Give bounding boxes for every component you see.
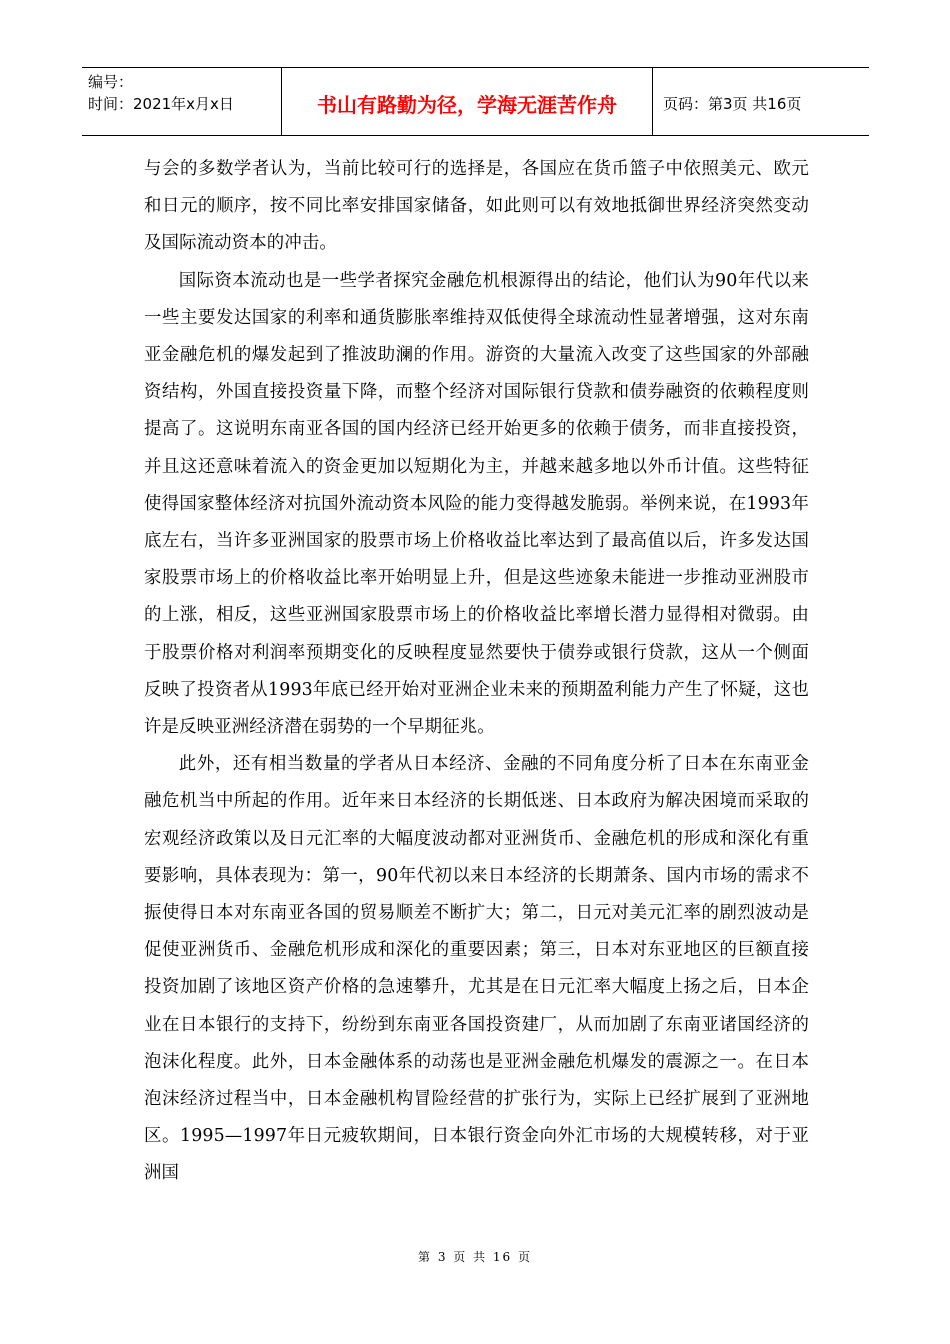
document-date-label: 时间：2021年x月x日 xyxy=(88,95,234,113)
header-meta xyxy=(82,68,282,135)
paragraph: 国际资本流动也是一些学者探究金融危机根源得出的结论，他们认为90年代以来一些主要发达国家的利率和通货膨胀率维持双低使得全球流动性显著增强，这对东南亚金融危机的爆发起到了推波助澜的作用。游资的大量流入改变了这些国家的外部融资结构，外国直接投资量下降，而整个经济对国际银行贷款和债券融资的依赖程度则提高了。这说明东南亚各国的国内经济已经开始更多的依赖于债务，而非直接投资，并且这还意味着流入的资金更加以短期化为主，并越来越多地以外币计值。这些特征使得国家整体经济对抗国外流动资本风险的能力变得越发脆弱。举例来说，在1993年底左右，当许多亚洲国家的股票市场上价格收益比率达到了最高值以后，许多发达国家股票市场上的价格收益比率开始明显上升，但是这些迹象未能进一步推动亚洲股市的上涨，相反，这些亚洲国家股票市场上的价格收益比率增长潜力显得相对微弱。由于股票价格对利润率预期变化的反映程度显然要快于债券或银行贷款，这从一个侧面反映了投资者从1993年底已经开始对亚洲企业未来的预期盈利能力产生了怀疑，这也许是反映亚洲经济潜在弱势的一个早期征兆。 xyxy=(144,270,809,738)
document-body xyxy=(144,151,809,1193)
page-header xyxy=(82,67,869,136)
paragraph: 此外，还有相当数量的学者从日本经济、金融的不同角度分析了日本在东南亚金融危机当中所起的作用。近年来日本经济的长期低迷、日本政府为解决困境而采取的宏观经济政策以及日元汇率的大幅度波动都对亚洲货币、金融危机的形成和深化有重要影响，具体表现为：第一，90年代初以来日本经济的长期萧条、国内市场的需求不振使得日本对东南亚各国的贸易顺差不断扩大；第二，日元对美元汇率的剧烈波动是促使亚洲货币、金融危机形成和深化的重要因素；第三，日本对东亚地区的巨额直接投资加剧了该地区资产价格的急速攀升，尤其是在日元汇率大幅度上扬之后，日本企业在日本银行的支持下，纷纷到东南亚各国投资建厂，从而加剧了东南亚诸国经济的泡沫化程度。此外，日本金融体系的动荡也是亚洲金融危机爆发的震源之一。在日本泡沫经济过程当中，日本金融机构冒险经营的扩张行为，实际上已经扩展到了亚洲地区。1995—1997年日元疲软期间，日本银行资金向外汇市场的大规模转移，对于亚洲国 xyxy=(144,754,809,1184)
header-page-info: 页码：第3页 共16页 xyxy=(663,95,802,113)
header-motto: 书山有路勤为径，学海无涯苦作舟 xyxy=(282,68,653,135)
document-number-label: 编号： xyxy=(88,73,134,91)
paragraph-continuation: 与会的多数学者认为，当前比较可行的选择是，各国应在货币篮子中依照美元、欧元和日元的顺序，按不同比率安排国家储备，如此则可以有效地抵御世界经济突然变动及国际流动资本的冲击。 xyxy=(144,159,809,254)
page-footer: 第 3 页 共 16 页 xyxy=(418,1250,532,1264)
